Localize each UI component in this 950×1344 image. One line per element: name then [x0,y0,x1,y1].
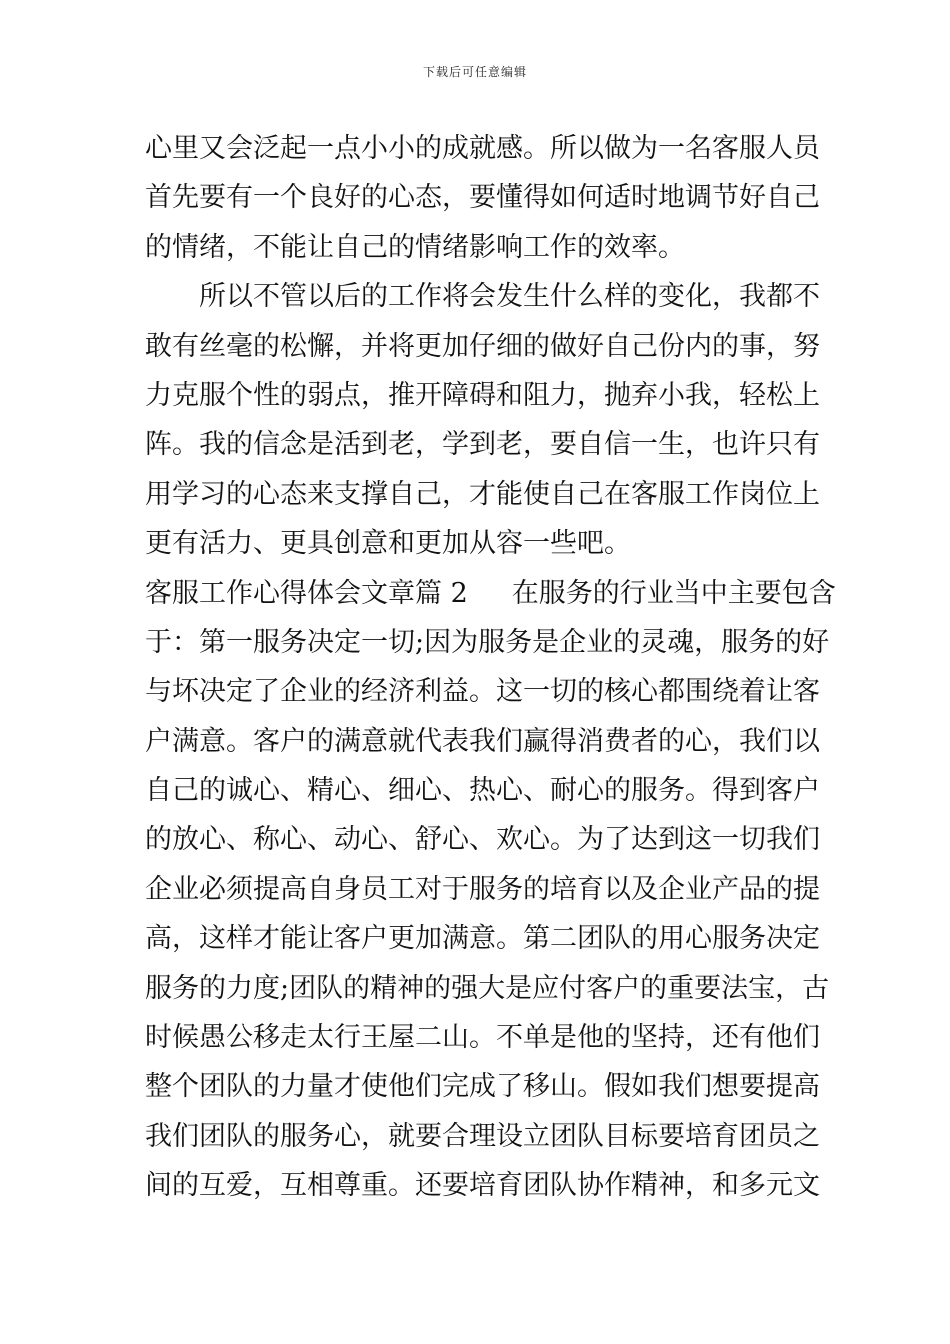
text-line: 自己的诚心、精心、细心、热心、耐心的服务。得到客户 [145,775,820,807]
text-line: 与坏决定了企业的经济利益。这一切的核心都围绕着让客 [145,676,820,708]
section-first-sentence: 在服务的行业当中主要包含 [511,577,836,609]
text-line: 高，这样才能让客户更加满意。第二团队的用心服务决定 [145,923,820,955]
section-first-line [145,569,836,618]
article-section [145,569,836,1211]
text-line: 企业必须提高自身员工对于服务的培育以及企业产品的提 [145,873,820,905]
text-line: 于：第一服务决定一切;因为服务是企业的灵魂，服务的好 [145,626,830,658]
text-line: 间的互爱，互相尊重。还要培育团队协作精神，和多元文 [145,1170,820,1202]
text-line: 服务的力度;团队的精神的强大是应付客户的重要法宝，古 [145,972,830,1004]
paragraph [145,272,820,568]
text-line: 整个团队的力量才使他们完成了移山。假如我们想要提高 [145,1071,820,1103]
text-line: 户满意。客户的满意就代表我们赢得消费者的心，我们以 [145,725,820,757]
text-line: 敢有丝毫的松懈，并将更加仔细的做好自己份内的事，努 [145,330,820,362]
page-header: 下载后可任意编辑 [422,65,527,79]
text-line: 力克服个性的弱点，推开障碍和阻力，抛弃小我，轻松上 [145,379,820,411]
text-line: 阵。我的信念是活到老，学到老，要自信一生，也许只有 [145,429,820,461]
text-line: 用学习的心态来支撑自己，才能使自己在客服工作岗位上 [145,478,820,510]
text-line: 的放心、称心、动心、舒心、欢心。为了达到这一切我们 [145,824,820,856]
text-line: 首先要有一个良好的心态，要懂得如何适时地调节好自己 [145,182,820,214]
text-line: 更有活力、更具创意和更加从容一些吧。 [145,528,631,560]
text-line: 的情绪，不能让自己的情绪影响工作的效率。 [145,231,685,263]
document-body [145,124,836,1211]
text-line: 我们团队的服务心，就要合理设立团队目标要培育团员之 [145,1120,820,1152]
section-title: 客服工作心得体会文章篇 2 [145,577,468,609]
text-line: 所以不管以后的工作将会发生什么样的变化，我都不 [199,281,820,313]
paragraph [145,124,820,272]
text-line: 心里又会泛起一点小小的成就感。所以做为一名客服人员 [145,133,820,164]
text-line: 时候愚公移走太行王屋二山。不单是他的坚持，还有他们 [145,1022,820,1054]
